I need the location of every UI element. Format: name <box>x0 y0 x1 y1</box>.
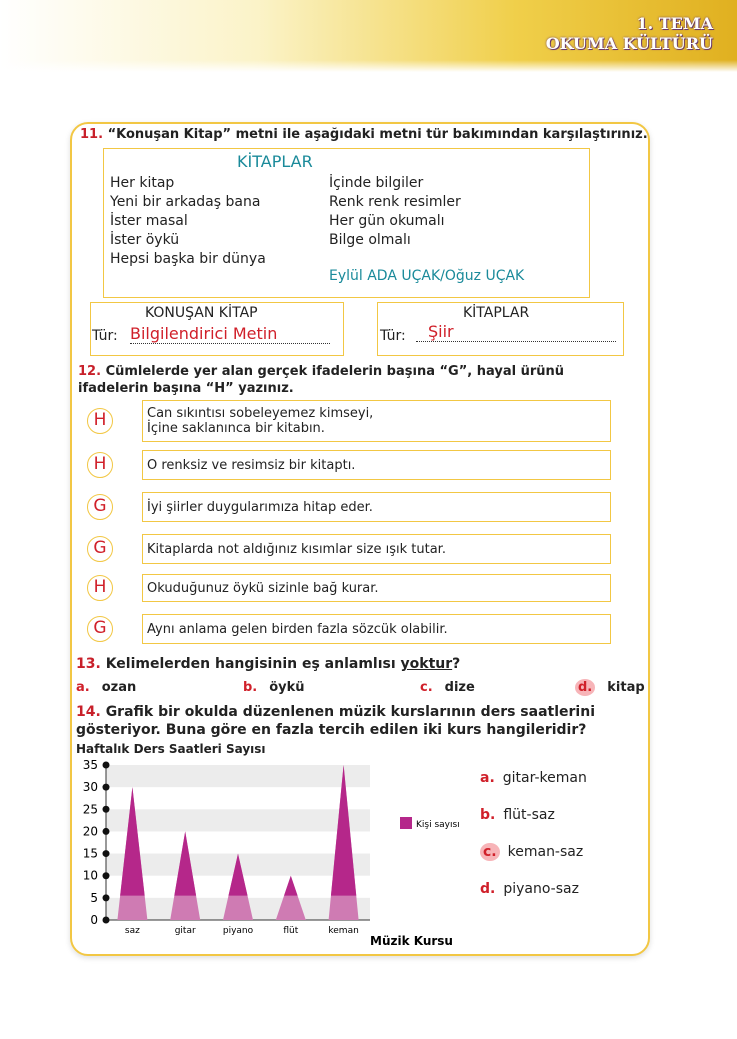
poem-line: İster öykü <box>110 232 180 248</box>
y-tick-dot <box>103 806 110 813</box>
poem-line: Bilge olmalı <box>329 232 411 248</box>
q14-option[interactable] <box>480 844 583 860</box>
genre-label-1: Tür: <box>92 328 118 344</box>
theme-number: 1. TEMA <box>636 14 713 33</box>
q14-prompt: 14. Grafik bir okulda düzenlenen müzik kurslarının ders saatlerini gösteriyor. Buna göre en fazla tercih edilen iki kurs hangileridir? <box>76 704 595 738</box>
q14-option[interactable] <box>480 770 587 786</box>
answer-circle[interactable]: G <box>87 494 113 520</box>
genre-answer-1[interactable]: Bilgilendirici Metin <box>130 324 330 344</box>
answer-circle[interactable]: H <box>87 408 113 434</box>
y-tick-label: 5 <box>90 890 98 905</box>
q14-option[interactable] <box>480 807 555 823</box>
sentence-text: Aynı anlama gelen birden fazla sözcük olabilir. <box>147 621 448 637</box>
y-tick-label: 0 <box>90 913 98 927</box>
sentence-box <box>142 534 611 564</box>
option-text: ozan <box>101 680 137 695</box>
y-tick-dot <box>103 762 110 769</box>
q13-option[interactable] <box>243 680 305 695</box>
sentence-box <box>142 492 611 522</box>
poem-left-column <box>110 174 266 269</box>
option-letter: a. <box>480 770 495 786</box>
x-axis-label: Müzik Kursu <box>370 934 453 948</box>
option-text: kitap <box>607 680 645 695</box>
poem-line: İster masal <box>110 213 188 229</box>
answer-circle[interactable]: H <box>87 452 113 478</box>
q14-option[interactable] <box>480 881 579 897</box>
poem-line: Her kitap <box>110 175 175 191</box>
bar-top-flüt <box>284 876 298 896</box>
option-text: piyano-saz <box>503 881 579 897</box>
poem-author: Eylül ADA UÇAK/Oğuz UÇAK <box>329 268 525 284</box>
poem-line: Renk renk resimler <box>329 194 461 210</box>
sentence-box <box>142 614 611 644</box>
q12-prompt: 12. Cümlelerde yer alan gerçek ifadelerin başına “G”, hayal ürünü ifadelerin başına “H” yazınız. <box>78 364 565 396</box>
option-letter: b. <box>243 680 258 695</box>
music-course-chart <box>70 755 470 955</box>
x-tick-label: piyano <box>222 926 254 936</box>
y-tick-dot <box>103 850 110 857</box>
q13-option[interactable] <box>575 680 645 695</box>
x-tick-label: gitar <box>174 926 196 936</box>
option-letter: b. <box>480 807 496 823</box>
poem-line: Her gün okumalı <box>329 213 445 229</box>
y-tick-dot <box>103 828 110 835</box>
grid-band <box>106 809 370 831</box>
genre-label-2: Tür: <box>380 328 406 344</box>
y-tick-label: 20 <box>82 824 98 839</box>
theme-title: OKUMA KÜLTÜRÜ <box>545 34 713 53</box>
y-tick-label: 25 <box>82 802 98 817</box>
bar-top-saz <box>120 787 144 895</box>
q13-option[interactable] <box>76 680 136 695</box>
y-tick-label: 10 <box>82 868 98 883</box>
sentence-text: Kitaplarda not aldığınız kısımlar size ışık tutar. <box>147 541 446 557</box>
genre-box-2-title: KİTAPLAR <box>463 305 530 321</box>
poem-right-column <box>329 174 461 250</box>
sentence-text: İyi şiirler duygularımıza hitap eder. <box>147 499 373 515</box>
sentence-box <box>142 574 611 602</box>
sentence-text: Okuduğunuz öykü sizinle bağ kurar. <box>147 580 379 596</box>
option-letter: d. <box>480 881 496 897</box>
poem-line: Yeni bir arkadaş bana <box>110 194 261 210</box>
legend-label: Kişi sayısı <box>416 820 460 830</box>
sentence-box <box>142 400 611 442</box>
option-letter: d. <box>575 679 595 696</box>
y-tick-dot <box>103 894 110 901</box>
poem-line: Hepsi başka bir dünya <box>110 251 266 267</box>
option-text: gitar-keman <box>502 770 587 786</box>
option-text: dize <box>444 680 475 695</box>
q13-option[interactable] <box>420 680 475 695</box>
y-tick-dot <box>103 872 110 879</box>
y-tick-dot <box>103 784 110 791</box>
y-tick-label: 35 <box>82 758 98 772</box>
poem-title: KİTAPLAR <box>237 152 313 171</box>
y-tick-dot <box>103 917 110 924</box>
poem-line: İçinde bilgiler <box>329 175 424 191</box>
y-tick-label: 15 <box>82 846 98 861</box>
option-letter: a. <box>76 680 90 695</box>
sentence-text: O renksiz ve resimsiz bir kitaptı. <box>147 457 356 473</box>
q13-prompt: 13. Kelimelerden hangisinin eş anlamlısı yoktur? <box>76 656 461 672</box>
x-tick-label: saz <box>124 926 140 936</box>
q11-prompt: 11. “Konuşan Kitap” metni ile aşağıdaki metni tür bakımından karşılaştırınız. <box>80 127 648 142</box>
y-tick-label: 30 <box>82 780 98 795</box>
answer-circle[interactable]: G <box>87 616 113 642</box>
chart-title: Haftalık Ders Saatleri Sayısı <box>76 742 266 756</box>
sentence-text: Can sıkıntısı sobeleyemez kimseyi, İçine saklanınca bir kitabın. <box>147 406 374 436</box>
option-text: öykü <box>269 680 305 695</box>
grid-band <box>106 765 370 787</box>
option-letter: c. <box>480 843 500 861</box>
legend-swatch <box>400 817 412 829</box>
answer-circle[interactable]: H <box>87 575 113 601</box>
genre-box-1-title: KONUŞAN KİTAP <box>145 305 258 321</box>
genre-answer-2[interactable]: Şiir <box>416 322 616 342</box>
answer-circle[interactable]: G <box>87 536 113 562</box>
option-letter: c. <box>420 680 433 695</box>
sentence-box <box>142 450 611 480</box>
option-text: flüt-saz <box>503 807 555 823</box>
x-tick-label: keman <box>328 926 359 936</box>
option-text: keman-saz <box>507 844 584 860</box>
x-tick-label: flüt <box>283 926 299 936</box>
